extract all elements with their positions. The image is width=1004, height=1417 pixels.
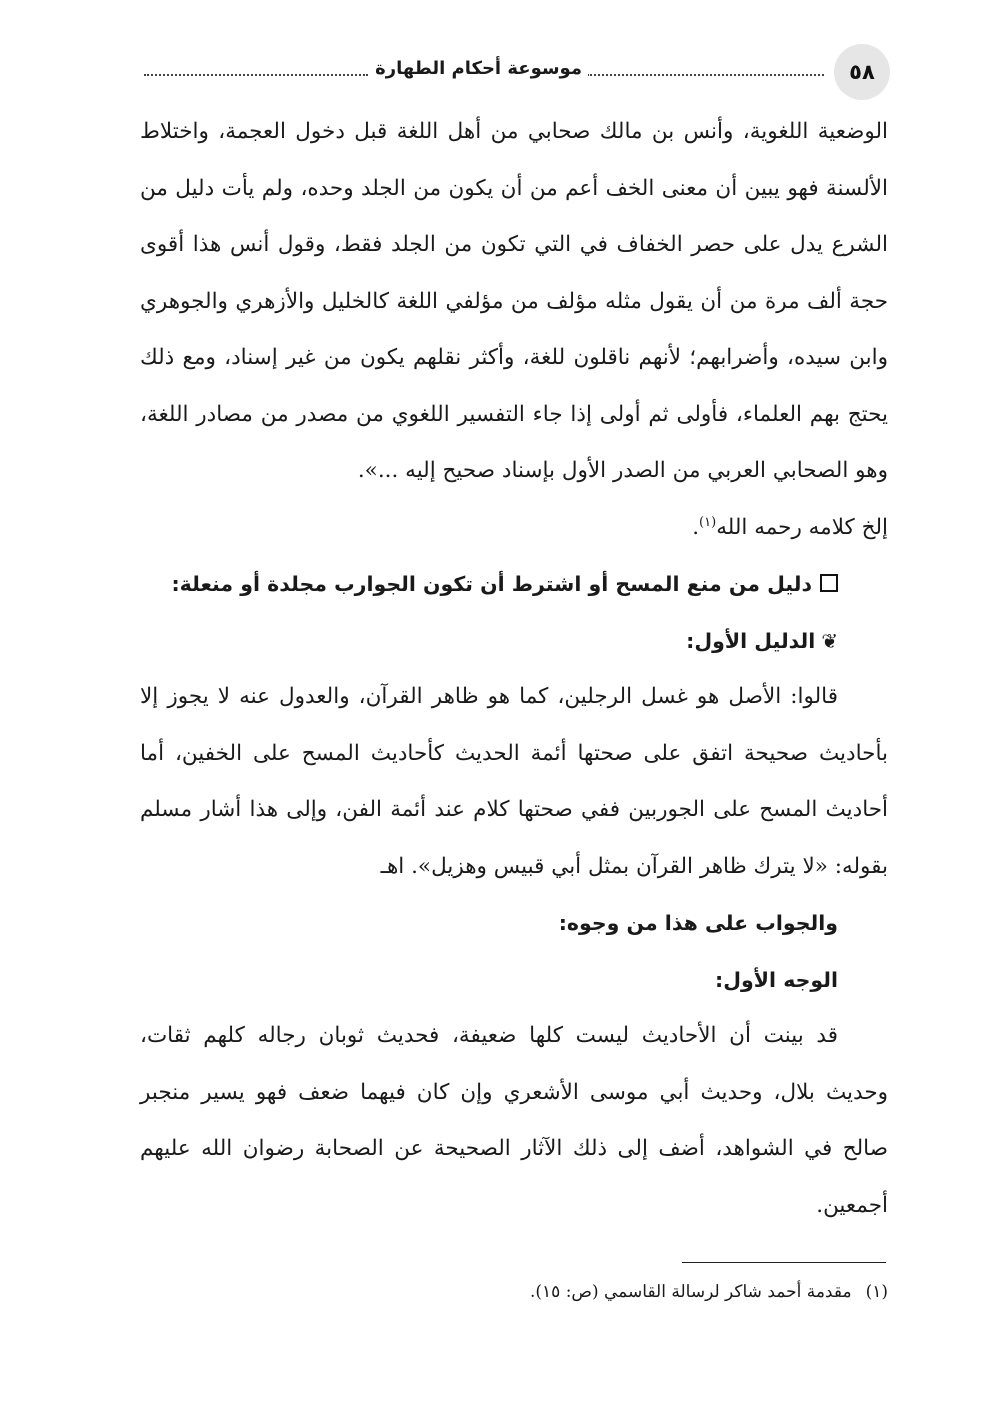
header-dotted-rule-left bbox=[144, 74, 368, 76]
text-line: من مصادر اللغة، وهو الصحابي العربي من الصدر الأول بإسناد صحيح إليه ...». bbox=[140, 401, 888, 483]
text-line: والجوهري وابن سيده، وأضرابهم؛ لأنهم ناقلون للغة، وأكثر نقلهم يكون من غير bbox=[140, 288, 888, 370]
subsection-heading bbox=[140, 613, 888, 670]
footnote bbox=[300, 1277, 888, 1307]
section-heading bbox=[140, 556, 888, 613]
subsection-heading-text: الدليل الأول: bbox=[686, 628, 816, 653]
main-text bbox=[140, 104, 888, 1234]
first-aspect-heading bbox=[140, 952, 888, 1009]
checkbox-icon bbox=[820, 574, 838, 592]
period: . bbox=[692, 514, 700, 540]
page-header bbox=[140, 44, 890, 100]
paragraph-1-end bbox=[140, 500, 888, 557]
page-number-badge: ٥٨ bbox=[834, 44, 890, 100]
text-line: قالوا: الأصل هو غسل الرجلين، كما هو ظاهر القرآن، والعدول عنه لا يجوز bbox=[167, 684, 838, 709]
paragraph-1 bbox=[140, 104, 888, 500]
text-line: إلا بأحاديث صحيحة اتفق على صحتها أئمة الحديث كأحاديث المسح على الخفين، bbox=[140, 684, 888, 766]
text-line: إلخ كلامه رحمه الله bbox=[716, 514, 888, 540]
answer-heading-text: والجواب على هذا من وجوه: bbox=[558, 911, 838, 935]
book-title: موسوعة أحكام الطهارة bbox=[369, 58, 588, 79]
text-line: وحديث بلال، وحديث أبي موسى الأشعري وإن كان فيهما ضعف فهو يسير منجبر bbox=[140, 1079, 888, 1105]
text-line: صالح في الشواهد، أضف إلى ذلك الآثار الصحيحة عن الصحابة رضوان الله عليهم bbox=[140, 1136, 888, 1161]
text-line: أقوى حجة ألف مرة من أن يقول مثله مؤلف من مؤلفي اللغة كالخليل والأزهري bbox=[140, 232, 889, 314]
text-line: أجمعين. bbox=[816, 1192, 888, 1218]
footnote-reference[interactable]: (١) bbox=[699, 514, 717, 530]
text-line: الوضعية اللغوية، وأنس بن مالك صحابي من أهل اللغة قبل دخول العجمة، bbox=[218, 119, 888, 144]
footnote-separator bbox=[682, 1262, 886, 1263]
header-dotted-rule-right bbox=[587, 74, 824, 76]
paragraph-2 bbox=[140, 669, 888, 895]
footnote-number: (١) bbox=[865, 1282, 888, 1302]
text-line: واختلاط الألسنة فهو يبين أن معنى الخف أعم من أن يكون من الجلد وحده، ولم يأت bbox=[140, 119, 888, 201]
section-heading-text: دليل من منع المسح أو اشترط أن تكون الجوارب مجلدة أو منعلة: bbox=[171, 572, 812, 596]
text-line: أما أحاديث المسح على الجوربين ففي صحتها كلام عند أئمة الفن، وإلى هذا أشار bbox=[140, 740, 889, 822]
text-line: قد بينت أن الأحاديث ليست كلها ضعيفة، فحديث ثوبان رجاله كلهم ثقات، bbox=[140, 1023, 838, 1048]
text-line: إسناد، ومع ذلك يحتج بهم العلماء، فأولى ثم أولى إذا جاء التفسير اللغوي من مصدر bbox=[140, 345, 888, 427]
text-line: مسلم بقوله: «لا يترك ظاهر القرآن بمثل أبي قبيس وهزيل». اهـ bbox=[140, 797, 888, 879]
footnote-text: مقدمة أحمد شاكر لرسالة القاسمي (ص: ١٥). bbox=[529, 1282, 852, 1302]
text-line: دليل من الشرع يدل على حصر الخفاف في التي تكون من الجلد فقط، وقول أنس هذا bbox=[140, 175, 888, 257]
paragraph-3 bbox=[140, 1008, 888, 1234]
first-aspect-heading-text: الوجه الأول: bbox=[715, 967, 838, 992]
leaf-ornament-icon: ❦ bbox=[821, 628, 838, 653]
answer-heading bbox=[140, 895, 888, 952]
